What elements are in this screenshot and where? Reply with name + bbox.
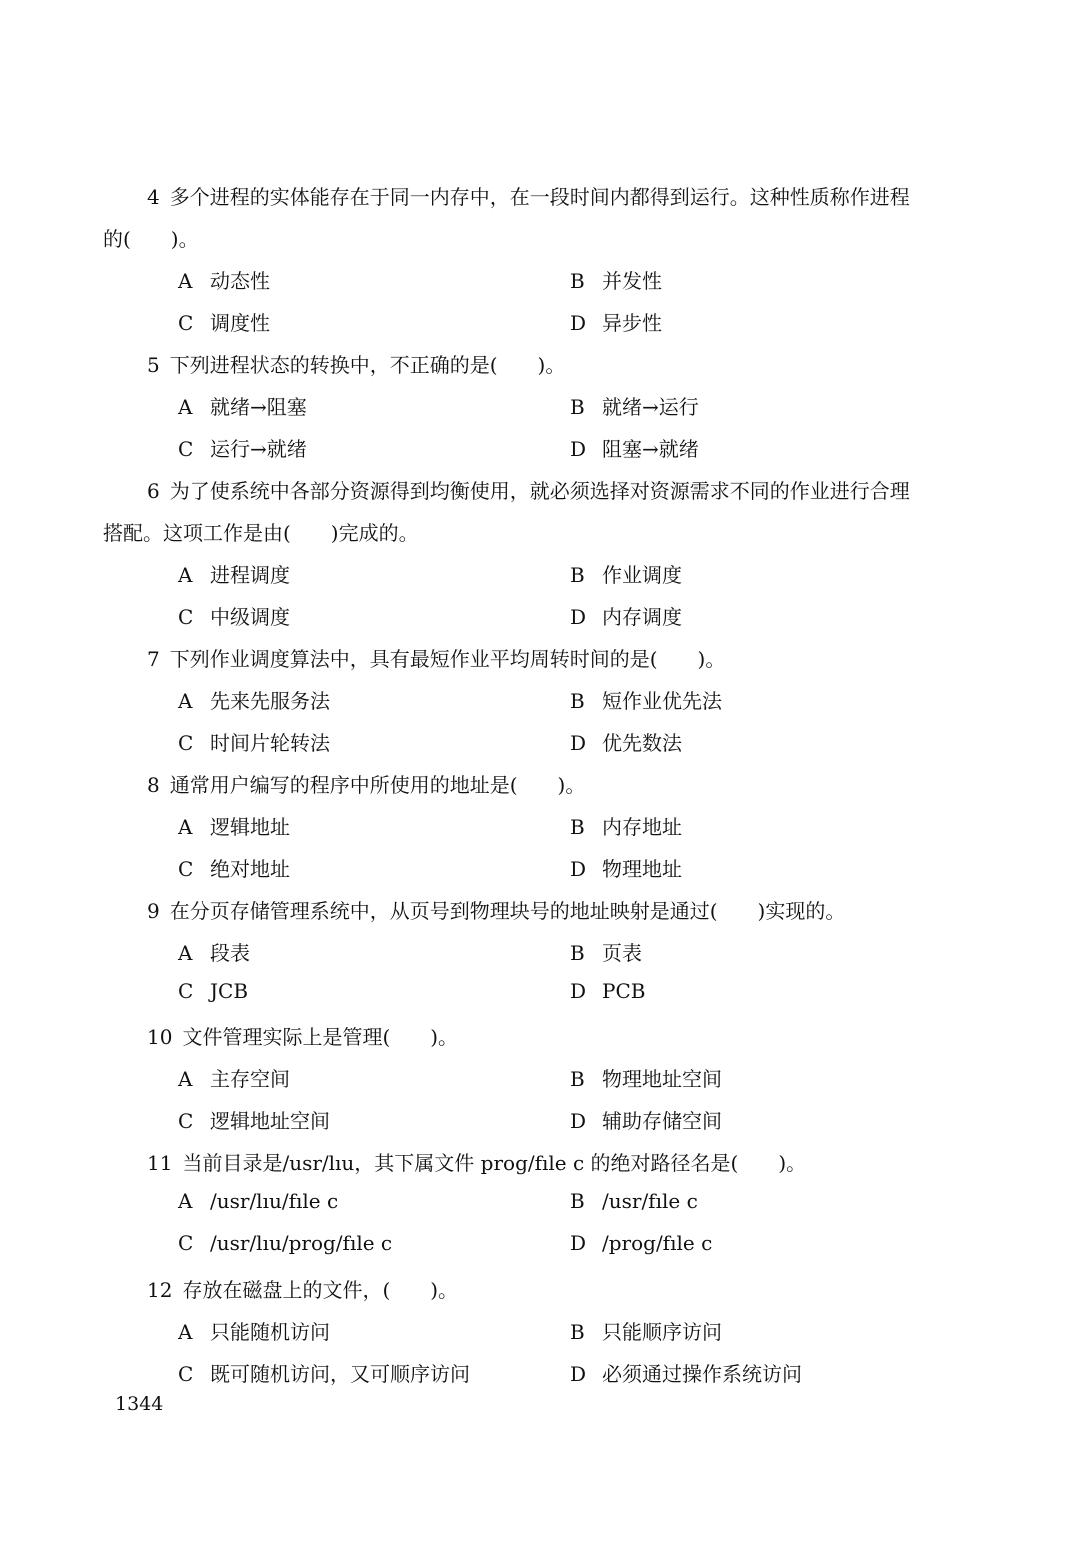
- option-text: 逻辑地址空间: [210, 1109, 330, 1133]
- option-c: [178, 1231, 392, 1255]
- option-letter: C: [178, 605, 194, 629]
- question-stem: [147, 181, 910, 210]
- question-number: 10: [147, 1025, 173, 1049]
- option-d: [570, 727, 682, 756]
- option-letter: D: [570, 437, 587, 461]
- option-text: 必须通过操作系统访问: [602, 1362, 802, 1386]
- option-text: 只能随机访问: [210, 1320, 330, 1344]
- option-text: 就绪→阻塞: [210, 395, 307, 419]
- question-stem: [147, 1021, 458, 1050]
- option-text: 时间片轮转法: [210, 731, 330, 755]
- option-a: [178, 265, 270, 294]
- option-letter: B: [570, 269, 585, 293]
- option-b: [570, 391, 699, 420]
- option-text: /usr/fıle c: [602, 1189, 698, 1213]
- option-letter: A: [178, 1320, 193, 1344]
- option-letter: A: [178, 815, 193, 839]
- option-text: 既可随机访问，又可顺序访问: [210, 1362, 470, 1386]
- question-text: 为了使系统中各部分资源得到均衡使用，就必须选择对资源需求不同的作业进行合理: [169, 479, 910, 503]
- option-letter: D: [570, 605, 587, 629]
- option-b: [570, 685, 722, 714]
- option-text: 绝对地址: [210, 857, 290, 881]
- option-text: /prog/fıle c: [602, 1231, 713, 1255]
- option-d: [570, 1231, 712, 1255]
- option-letter: D: [570, 731, 587, 755]
- option-a: [178, 811, 290, 840]
- option-text: 页表: [602, 941, 642, 965]
- question-number: 12: [147, 1278, 173, 1302]
- option-c: [178, 433, 307, 462]
- option-text: 进程调度: [210, 563, 290, 587]
- option-d: [570, 1358, 802, 1387]
- question-text: 文件管理实际上是管理( )。: [182, 1025, 459, 1049]
- question-text: 多个进程的实体能存在于同一内存中，在一段时间内都得到运行。这种性质称作进程: [169, 185, 910, 209]
- option-text: 就绪→运行: [602, 395, 699, 419]
- option-b: [570, 937, 642, 966]
- option-d: [570, 979, 645, 1003]
- option-a: [178, 391, 307, 420]
- option-text: 动态性: [210, 269, 270, 293]
- option-letter: B: [570, 1067, 585, 1091]
- option-letter: A: [178, 395, 193, 419]
- question-stem: [147, 895, 845, 924]
- option-letter: D: [570, 1231, 587, 1255]
- option-text: 先来先服务法: [210, 689, 330, 713]
- option-b: [570, 811, 682, 840]
- option-text: 物理地址空间: [602, 1067, 722, 1091]
- option-b: [570, 1063, 722, 1092]
- option-letter: C: [178, 1109, 194, 1133]
- option-d: [570, 307, 662, 336]
- option-letter: B: [570, 395, 585, 419]
- option-text: 并发性: [602, 269, 662, 293]
- option-letter: A: [178, 563, 193, 587]
- question-text: 存放在磁盘上的文件，( )。: [182, 1278, 459, 1302]
- option-text: 主存空间: [210, 1067, 290, 1091]
- option-text: 物理地址: [602, 857, 682, 881]
- option-letter: C: [178, 979, 194, 1003]
- question-text-continued: 搭配。这项工作是由( )完成的。: [103, 521, 419, 545]
- question-stem: [147, 475, 910, 504]
- option-letter: C: [178, 857, 194, 881]
- option-b: [570, 1316, 722, 1345]
- option-letter: B: [570, 1189, 585, 1213]
- question-number: 8: [147, 773, 160, 797]
- option-letter: A: [178, 941, 193, 965]
- option-letter: B: [570, 563, 585, 587]
- option-text: 异步性: [602, 311, 662, 335]
- option-c: [178, 1105, 330, 1134]
- question-number: 5: [147, 353, 160, 377]
- question-text: 当前目录是/usr/lıu，其下属文件 prog/fıle c 的绝对路径名是( )。: [182, 1151, 807, 1175]
- option-text: /usr/lıu/fıle c: [210, 1189, 339, 1213]
- option-letter: C: [178, 437, 194, 461]
- option-letter: D: [570, 1362, 587, 1386]
- question-stem: [147, 1147, 806, 1176]
- option-c: [178, 979, 248, 1003]
- option-c: [178, 853, 290, 882]
- option-c: [178, 601, 290, 630]
- option-letter: C: [178, 1362, 194, 1386]
- question-text-continued: 的( )。: [103, 227, 199, 251]
- page-number: 1344: [115, 1393, 164, 1415]
- question-number: 4: [147, 185, 160, 209]
- option-text: 逻辑地址: [210, 815, 290, 839]
- option-a: [178, 1189, 338, 1213]
- option-letter: B: [570, 689, 585, 713]
- option-text: 阻塞→就绪: [602, 437, 699, 461]
- option-letter: C: [178, 731, 194, 755]
- option-text: 优先数法: [602, 731, 682, 755]
- option-d: [570, 433, 699, 462]
- option-letter: B: [570, 941, 585, 965]
- option-text: 运行→就绪: [210, 437, 307, 461]
- option-a: [178, 1316, 330, 1345]
- option-a: [178, 937, 250, 966]
- option-b: [570, 265, 662, 294]
- question-number: 9: [147, 899, 160, 923]
- option-letter: A: [178, 269, 193, 293]
- option-d: [570, 853, 682, 882]
- option-c: [178, 1358, 470, 1387]
- option-d: [570, 601, 682, 630]
- question-number: 6: [147, 479, 160, 503]
- option-letter: D: [570, 979, 587, 1003]
- option-text: 作业调度: [602, 563, 682, 587]
- option-a: [178, 559, 290, 588]
- option-text: 段表: [210, 941, 250, 965]
- option-letter: A: [178, 1067, 193, 1091]
- option-c: [178, 307, 270, 336]
- option-letter: C: [178, 311, 194, 335]
- option-letter: C: [178, 1231, 194, 1255]
- option-letter: D: [570, 1109, 587, 1133]
- option-text: 内存调度: [602, 605, 682, 629]
- option-letter: A: [178, 689, 193, 713]
- question-text: 通常用户编写的程序中所使用的地址是( )。: [169, 773, 586, 797]
- question-stem: [147, 643, 725, 672]
- option-a: [178, 1063, 290, 1092]
- question-text: 下列进程状态的转换中，不正确的是( )。: [169, 353, 566, 377]
- question-number: 11: [147, 1151, 173, 1175]
- option-letter: D: [570, 311, 587, 335]
- option-c: [178, 727, 330, 756]
- question-text: 下列作业调度算法中，具有最短作业平均周转时间的是( )。: [169, 647, 726, 671]
- option-letter: D: [570, 857, 587, 881]
- option-text: 只能顺序访问: [602, 1320, 722, 1344]
- option-text: JCB: [210, 979, 249, 1003]
- question-text: 在分页存储管理系统中，从页号到物理块号的地址映射是通过( )实现的。: [169, 899, 846, 923]
- option-letter: A: [178, 1189, 193, 1213]
- option-text: /usr/lıu/prog/fıle c: [210, 1231, 393, 1255]
- question-stem: [147, 769, 585, 798]
- option-text: 调度性: [210, 311, 270, 335]
- option-text: 中级调度: [210, 605, 290, 629]
- option-b: [570, 1189, 698, 1213]
- question-stem: [147, 1274, 458, 1303]
- option-text: PCB: [602, 979, 646, 1003]
- option-a: [178, 685, 330, 714]
- option-letter: B: [570, 815, 585, 839]
- option-text: 内存地址: [602, 815, 682, 839]
- option-b: [570, 559, 682, 588]
- option-text: 短作业优先法: [602, 689, 722, 713]
- question-stem: [147, 349, 565, 378]
- question-number: 7: [147, 647, 160, 671]
- option-text: 辅助存储空间: [602, 1109, 722, 1133]
- option-letter: B: [570, 1320, 585, 1344]
- option-d: [570, 1105, 722, 1134]
